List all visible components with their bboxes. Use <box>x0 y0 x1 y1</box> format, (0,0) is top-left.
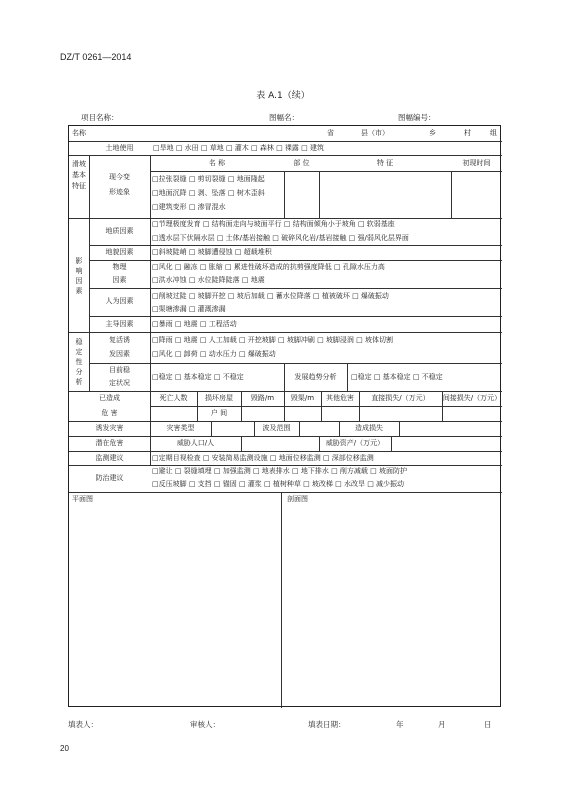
map-number-label: 图幅编号： <box>398 113 436 122</box>
town-label: 乡 <box>429 129 436 137</box>
factor-group-label-2: 响 <box>75 267 83 275</box>
stability-group-label-3: 性 <box>75 358 83 366</box>
prevention-label: 防治建议 <box>95 474 124 482</box>
trigger-options-2: □风化 □ 卸荷 □ 动水压力 □ 爆破振动 <box>152 350 276 358</box>
group-label: 组 <box>490 129 497 137</box>
road-header: 毁路/m <box>250 394 275 402</box>
threatened-people-label: 威胁人口/人 <box>176 439 215 447</box>
geology-options-2: □透水层下伏隔水层 □ 土体/基岩接触 □ 破碎风化岩/基岩接触 □ 强/弱风化层界面 <box>152 234 409 242</box>
deform-options-2: □地面沉降 □ 剥、坠落 □ 树木歪斜 <box>152 189 265 197</box>
geology-label: 地质因素 <box>105 227 134 235</box>
stability-group-label-2: 定 <box>75 348 83 356</box>
slope-group-label-1: 滑坡 <box>72 160 86 168</box>
deform-options-3: □建筑变形 □ 渗冒混水 <box>152 203 226 211</box>
standard-number: DZ/T 0261—2014 <box>60 52 132 62</box>
prevention-options-1: □避让 □ 裂缝填埋 □ 加强监测 □ 地表排水 □ 地下排水 □ 削方减载 □ 坡面防护 <box>152 467 407 475</box>
stability-group-label-5: 析 <box>75 378 83 386</box>
other-hazard-header: 其他危害 <box>326 394 354 402</box>
village-label: 村 <box>464 129 471 137</box>
page-number: 20 <box>60 744 69 753</box>
geology-options-1: □节理极度发育 □ 结构面走向与坡面平行 □ 结构面倾角小于坡角 □ 软弱基座 <box>152 220 395 228</box>
reviewer-label: 审核人： <box>190 720 220 729</box>
main-factor-options: □暴雨 □ 地震 □ 工程活动 <box>152 320 237 328</box>
physical-label-2: 因素 <box>112 276 127 284</box>
section-view-label: 剖面图 <box>287 495 308 503</box>
factor-group-label-1: 影 <box>75 257 83 265</box>
county-label: 县（市） <box>361 129 389 137</box>
canal-header: 毁渠/m <box>290 394 315 402</box>
name-label: 名称 <box>72 129 86 137</box>
human-options-2: □渠塘渗漏 □ 灌溉渗漏 <box>152 305 226 313</box>
landform-label: 地貌因素 <box>105 248 134 256</box>
trend-options: □稳定 □ 基本稳定 □ 不稳定 <box>351 373 443 381</box>
plan-view-label: 平面图 <box>72 495 93 503</box>
physical-options-1: □风化 □ 融冻 □ 胀缩 □ 累进性破坏造成的抗剪强度降低 □ 孔隙水压力高 <box>152 263 385 271</box>
physical-options-2: □洪水冲蚀 □ 水位陡降陡落 □ 地震 <box>152 276 265 284</box>
prevention-options-2: □反压坡脚 □ 支挡 □ 锚固 □ 灌浆 □ 植树种草 □ 坡改梯 □ 水改旱 □ 减少振动 <box>152 480 405 488</box>
survey-form-table <box>68 125 501 707</box>
col-time-header: 初现时间 <box>462 159 491 167</box>
date-label: 填表日期： <box>308 720 346 729</box>
year-label: 年 <box>396 720 404 729</box>
induced-hazard-label: 诱发灾害 <box>95 424 124 432</box>
map-name-label: 图幅名： <box>269 113 299 122</box>
trigger-label-2: 发因素 <box>109 350 130 358</box>
main-factor-label: 主导因素 <box>105 320 134 328</box>
land-use-options: □旱地 □ 水田 □ 草地 □ 灌木 □ 森林 □ 裸露 □ 建筑 <box>153 144 324 152</box>
caused-hazard-label-1: 已造成 <box>99 394 120 402</box>
current-state-label-1: 目前稳 <box>109 366 130 374</box>
stability-group-label-1: 稳 <box>75 338 83 346</box>
col-feature-header: 特 征 <box>376 159 394 167</box>
day-label: 日 <box>484 720 492 729</box>
human-label: 人为因素 <box>105 297 134 305</box>
deaths-header: 死亡人数 <box>159 394 188 402</box>
current-state-options: □稳定 □ 基本稳定 □ 不稳定 <box>152 373 244 381</box>
deform-label-1: 现今变 <box>109 173 130 181</box>
table-title: 表 A.1（续） <box>256 91 310 101</box>
monitoring-label: 监测建议 <box>95 454 124 462</box>
monitoring-options: □定期目视检查 □ 安装简易监测设施 □ 地面位移监测 □ 深部位移监测 <box>152 454 374 462</box>
slope-group-label-3: 特征 <box>72 182 86 190</box>
potential-hazard-label: 潜在危害 <box>95 439 124 447</box>
col-position-header: 部 位 <box>293 159 310 167</box>
stability-group-label-4: 分 <box>75 368 83 376</box>
human-options-1: □削坡过陡 □ 坡脚开挖 □ 坡后加载 □ 蓄水位降落 □ 植被破坏 □ 爆破振动 <box>152 292 389 300</box>
factor-group-label-4: 素 <box>75 287 83 295</box>
trigger-label-1: 复活诱 <box>109 336 130 344</box>
province-label: 省 <box>327 129 334 137</box>
current-state-label-2: 定状况 <box>109 379 130 387</box>
threatened-property-label: 威胁资产/（万元） <box>325 439 385 447</box>
slope-group-label-2: 基本 <box>72 171 86 179</box>
deform-options-1: □拉张裂缝 □ 剪切裂缝 □ 地面隆起 <box>152 175 265 183</box>
hazard-type-label: 灾害类型 <box>166 424 195 432</box>
factor-group-label-3: 因 <box>75 277 83 285</box>
deform-label-2: 形迹象 <box>109 188 130 196</box>
trigger-options-1: □降雨 □ 地震 □ 人工加载 □ 开挖坡脚 □ 坡脚冲刷 □ 坡脚浸润 □ 坡体切割 <box>152 336 393 344</box>
physical-label-1: 物理 <box>112 263 127 271</box>
trend-label: 发展趋势分析 <box>294 373 337 381</box>
landform-options: □斜坡陡峭 □ 坡脚遭侵蚀 □ 超载堆积 <box>152 248 272 256</box>
land-use-label: 土地使用 <box>105 144 134 152</box>
affected-range-label: 波及范围 <box>262 424 291 432</box>
houses-header: 损坏房屋 <box>205 394 233 402</box>
caused-hazard-label-2: 危 害 <box>101 409 118 417</box>
indirect-loss-header: 间接损失/（万元） <box>442 394 502 402</box>
month-label: 月 <box>438 720 446 729</box>
loss-caused-label: 造成损失 <box>355 424 383 432</box>
project-name-label: 项目名称： <box>81 113 119 122</box>
direct-loss-header: 直接损失/（万元） <box>371 394 430 402</box>
household-unit: 户 间 <box>210 409 228 417</box>
filler-label: 填表人： <box>68 720 98 729</box>
col-name-header: 名 称 <box>208 159 226 167</box>
